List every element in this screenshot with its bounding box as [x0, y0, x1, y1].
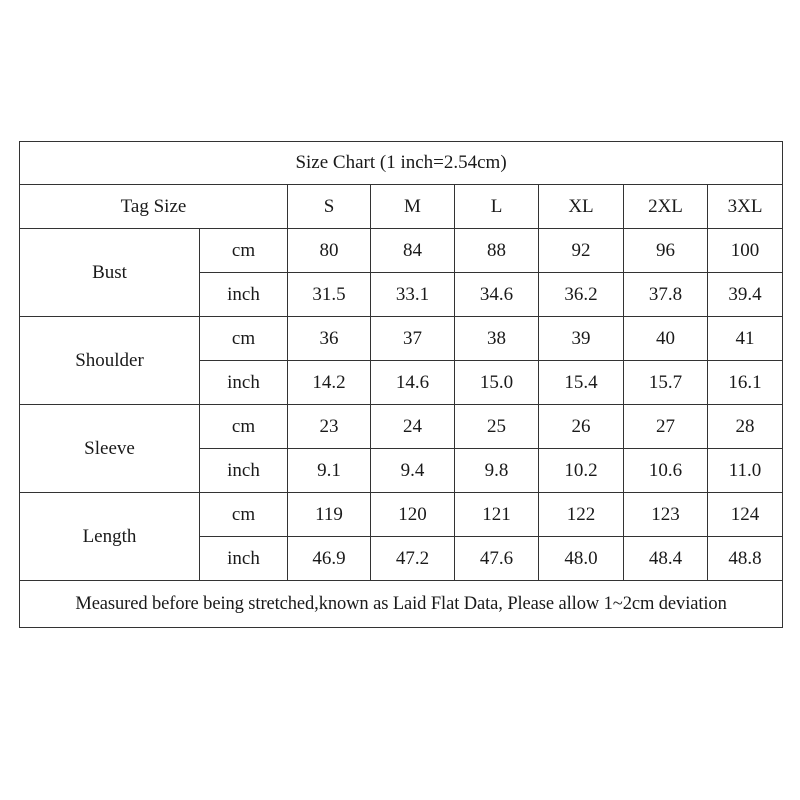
value-cell: 11.0: [708, 449, 783, 493]
unit-label-inch: inch: [200, 361, 288, 405]
size-header-cell: S: [288, 185, 371, 229]
sleeve-cm-row: [20, 405, 783, 449]
value-cell: 47.2: [371, 537, 455, 581]
size-header-cell: XL: [539, 185, 624, 229]
value-cell: 9.8: [455, 449, 539, 493]
value-cell: 33.1: [371, 273, 455, 317]
value-cell: 16.1: [708, 361, 783, 405]
measurement-name-length: Length: [20, 493, 200, 581]
unit-label-inch: inch: [200, 537, 288, 581]
value-cell: 123: [624, 493, 708, 537]
unit-label-inch: inch: [200, 273, 288, 317]
value-cell: 15.0: [455, 361, 539, 405]
value-cell: 46.9: [288, 537, 371, 581]
unit-label-inch: inch: [200, 449, 288, 493]
value-cell: 41: [708, 317, 783, 361]
measurement-name-sleeve: Sleeve: [20, 405, 200, 493]
shoulder-cm-row: [20, 317, 783, 361]
length-cm-row: [20, 493, 783, 537]
value-cell: 37.8: [624, 273, 708, 317]
value-cell: 48.0: [539, 537, 624, 581]
value-cell: 39: [539, 317, 624, 361]
value-cell: 34.6: [455, 273, 539, 317]
value-cell: 24: [371, 405, 455, 449]
measurement-name-bust: Bust: [20, 229, 200, 317]
chart-title: Size Chart (1 inch=2.54cm): [20, 142, 783, 185]
value-cell: 92: [539, 229, 624, 273]
value-cell: 47.6: [455, 537, 539, 581]
measurement-name-shoulder: Shoulder: [20, 317, 200, 405]
value-cell: 31.5: [288, 273, 371, 317]
value-cell: 10.6: [624, 449, 708, 493]
value-cell: 80: [288, 229, 371, 273]
value-cell: 40: [624, 317, 708, 361]
size-header-cell: L: [455, 185, 539, 229]
size-header-cell: 3XL: [708, 185, 783, 229]
value-cell: 26: [539, 405, 624, 449]
size-header-cell: 2XL: [624, 185, 708, 229]
value-cell: 88: [455, 229, 539, 273]
value-cell: 39.4: [708, 273, 783, 317]
unit-label-cm: cm: [200, 493, 288, 537]
value-cell: 122: [539, 493, 624, 537]
size-header-cell: M: [371, 185, 455, 229]
size-header-row: [20, 185, 783, 229]
footer-row: [20, 581, 783, 628]
value-cell: 36: [288, 317, 371, 361]
value-cell: 9.4: [371, 449, 455, 493]
value-cell: 27: [624, 405, 708, 449]
value-cell: 48.4: [624, 537, 708, 581]
value-cell: 119: [288, 493, 371, 537]
value-cell: 14.2: [288, 361, 371, 405]
value-cell: 25: [455, 405, 539, 449]
title-row: [20, 142, 783, 185]
size-chart-table: [19, 141, 783, 628]
value-cell: 121: [455, 493, 539, 537]
bust-cm-row: [20, 229, 783, 273]
value-cell: 84: [371, 229, 455, 273]
value-cell: 37: [371, 317, 455, 361]
value-cell: 96: [624, 229, 708, 273]
tag-size-label: Tag Size: [20, 185, 288, 229]
value-cell: 15.4: [539, 361, 624, 405]
value-cell: 9.1: [288, 449, 371, 493]
value-cell: 100: [708, 229, 783, 273]
value-cell: 15.7: [624, 361, 708, 405]
value-cell: 120: [371, 493, 455, 537]
value-cell: 10.2: [539, 449, 624, 493]
value-cell: 48.8: [708, 537, 783, 581]
value-cell: 23: [288, 405, 371, 449]
unit-label-cm: cm: [200, 405, 288, 449]
unit-label-cm: cm: [200, 229, 288, 273]
value-cell: 38: [455, 317, 539, 361]
value-cell: 124: [708, 493, 783, 537]
value-cell: 28: [708, 405, 783, 449]
value-cell: 14.6: [371, 361, 455, 405]
unit-label-cm: cm: [200, 317, 288, 361]
footer-note: Measured before being stretched,known as Laid Flat Data, Please allow 1~2cm deviation: [20, 581, 783, 628]
value-cell: 36.2: [539, 273, 624, 317]
